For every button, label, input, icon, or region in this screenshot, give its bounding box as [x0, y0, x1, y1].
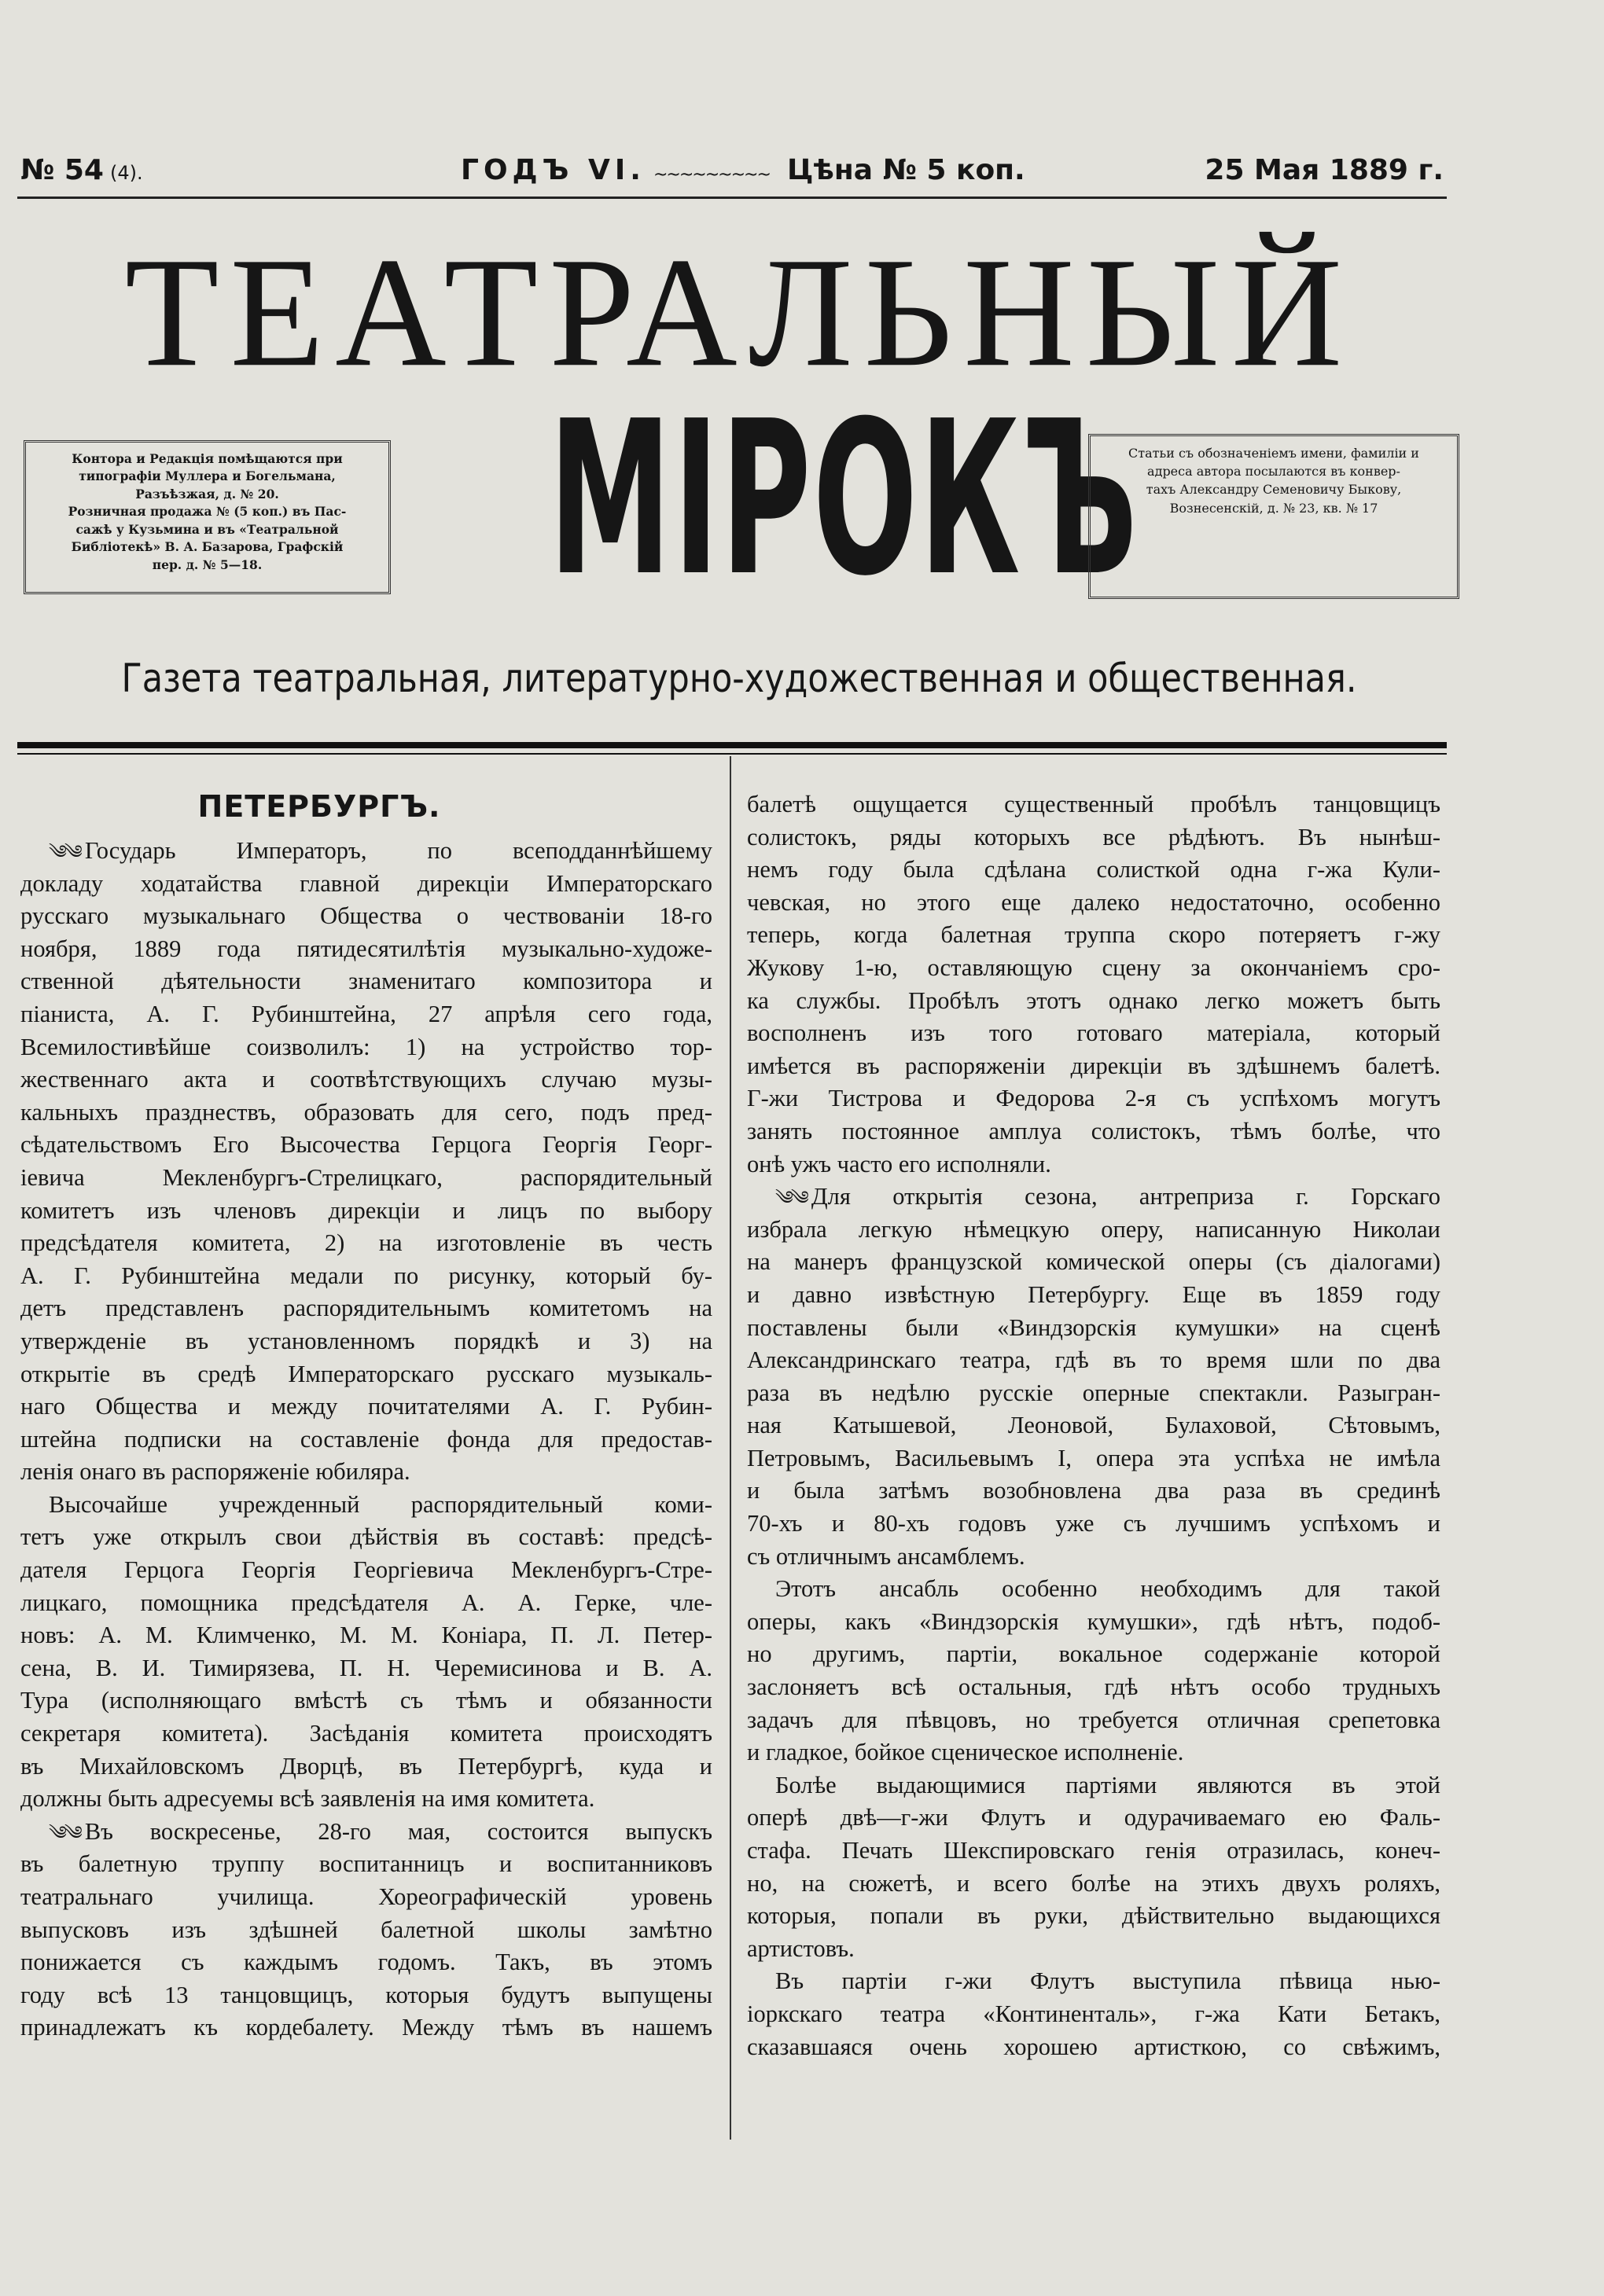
info-line: адреса автора посылаются въ конвер-: [1147, 464, 1400, 479]
text-line: [20, 1946, 712, 1979]
text-line-content: сена, В. И. Тимирязева, П. Н. Черемисинова и В. А.: [20, 1654, 712, 1681]
text-line: [747, 1181, 1440, 1214]
text-line-content: имѣется въ распоряженіи дирекціи въ здѣшнемъ балетѣ.: [747, 1052, 1440, 1079]
text-line: [20, 1684, 712, 1717]
text-line: [20, 1390, 712, 1424]
text-line-content: съ отличнымъ ансамблемъ.: [747, 1542, 1025, 1570]
text-line-content: въ Михайловскомъ Дворцѣ, въ Петербургѣ, куда и: [20, 1752, 712, 1780]
info-line: Контора и Редакція помѣщаются при: [72, 451, 343, 466]
text-line-content: іоркскаго театра «Континенталь», г-жа Кати Бетакъ,: [747, 2000, 1440, 2027]
text-line-content: Для открытія сезона, антреприза г. Горскаго: [811, 1183, 1440, 1210]
text-line-content: театральнаго училища. Хореографическій уровень: [20, 1883, 712, 1910]
section-heading: ПЕТЕРБУРГЪ.: [197, 789, 441, 824]
text-line-content: ленія онаго въ распоряженіе юбиляра.: [20, 1458, 410, 1486]
text-line: [747, 1573, 1440, 1606]
info-line: Разъѣзжая, д. № 20.: [135, 486, 279, 501]
text-line-content: теперь, когда балетная труппа скоро потеряетъ г-жу: [747, 921, 1440, 949]
paragraph-ornament-icon: ༄༄: [775, 1188, 807, 1210]
text-line-content: Государь Императоръ, по всеподданнѣйшему: [84, 837, 712, 864]
text-line-content: лицкаго, помощника предсѣдателя А. А. Герке, чле-: [20, 1589, 712, 1616]
text-line-content: поставлены были «Виндзорскія кумушки» на сценѣ: [747, 1313, 1440, 1341]
text-line: [20, 1750, 712, 1784]
text-line-content: кальныхъ празднествъ, образовать для сего, подъ пред-: [20, 1098, 712, 1126]
text-line-content: докладу ходатайства главной дирекціи Императорскаго: [20, 869, 712, 897]
text-line-content: артистовъ.: [747, 1934, 855, 1962]
text-line-content: сказавшаяся очень хорошею артисткою, со свѣжимъ,: [747, 2033, 1440, 2060]
text-line: [20, 1260, 712, 1293]
office-info-box: [24, 440, 391, 594]
text-line-content: и гладкое, бойкое сценическое исполненіе.: [747, 1739, 1184, 1766]
column-left-text: [20, 835, 712, 2044]
text-line-content: восполненъ изъ того готоваго матеріала, который: [747, 1019, 1440, 1047]
text-line: [747, 1377, 1440, 1410]
text-line: [747, 1312, 1440, 1345]
text-line: [747, 1965, 1440, 1998]
text-line-content: ка службы. Пробѣлъ этотъ однако легко можетъ быть: [747, 986, 1440, 1014]
text-line-content: Высочайше учрежденный распорядительный коми-: [49, 1490, 712, 1518]
text-line-content: году всѣ 13 танцовщицъ, которыя будутъ выпущены: [20, 1981, 712, 2008]
text-line: [20, 1816, 712, 1849]
text-line: [20, 1717, 712, 1750]
text-line: [20, 1358, 712, 1391]
info-line: пер. д. № 5—18.: [152, 557, 263, 572]
text-line-content: которыя, попали въ руки, дѣйствительно выдающихся: [747, 1902, 1440, 1930]
text-line-content: іевича Мекленбургъ-Стрелицкаго, распорядительный: [20, 1163, 712, 1191]
text-line: [747, 1671, 1440, 1704]
year-label: ГОДЪ VI.: [461, 154, 646, 186]
text-line: [20, 1521, 712, 1554]
text-line-content: но другимъ, партіи, вокальное содержаніе которой: [747, 1640, 1440, 1668]
info-line: сажѣ у Кузьмина и въ «Театральной: [75, 521, 339, 537]
text-line-content: Въ воскресенье, 28-го мая, состоится выпускъ: [84, 1817, 712, 1845]
masthead-title: ТЕАТРАЛЬНЫЙ: [124, 225, 1354, 400]
text-line: [747, 1802, 1440, 1835]
text-line: [747, 2031, 1440, 2064]
text-line: [747, 985, 1440, 1018]
text-line-content: оперѣ двѣ—г-жи Флутъ и одурачиваемаго ею Фаль-: [747, 1804, 1440, 1831]
text-line-content: русскаго музыкальнаго Общества о чествованіи 18-го: [20, 902, 712, 930]
text-line-content: Тура (исполняющаго вмѣстѣ съ тѣмъ и обязанности: [20, 1687, 712, 1714]
text-line-content: сѣдательствомъ Его Высочества Герцога Георгія Георг-: [20, 1131, 712, 1159]
submission-info-box: [1088, 434, 1459, 599]
text-line: [747, 952, 1440, 985]
text-line: [747, 1868, 1440, 1901]
text-line-content: оперы, какъ «Виндзорскія кумушки», гдѣ нѣтъ, подоб-: [747, 1607, 1440, 1635]
info-line: тахъ Александру Семеновичу Быкову,: [1146, 482, 1402, 498]
text-line-content: А. Г. Рубинштейна медали по рисунку, который бу-: [20, 1262, 712, 1289]
text-line: [747, 1998, 1440, 2031]
text-line: [747, 1148, 1440, 1181]
text-line-content: балетѣ ощущается существенный пробѣлъ танцовщицъ: [747, 791, 1440, 817]
text-line: [747, 1541, 1440, 1574]
issue-date: 25 Мая 1889 г.: [1205, 154, 1444, 186]
text-line: [747, 854, 1440, 887]
text-line: [747, 1409, 1440, 1442]
text-line-content: и была затѣмъ возобновлена два раза въ срединѣ: [747, 1477, 1440, 1504]
text-line: [747, 1933, 1440, 1966]
text-line: [747, 1835, 1440, 1868]
text-line: [747, 1050, 1440, 1083]
text-line-content: Петровымъ, Васильевымъ I, опера эта успѣха не имѣла: [747, 1444, 1440, 1471]
text-line-content: предсѣдателя комитета, 2) на изготовленіе въ честь: [20, 1229, 712, 1257]
text-line-content: открытіе въ средѣ Императорскаго русскаго музыкаль-: [20, 1360, 712, 1387]
text-line: [747, 1082, 1440, 1115]
text-line-content: секретаря комитета). Засѣданія комитета происходятъ: [20, 1720, 712, 1747]
text-line-content: Въ партіи г-жи Флутъ выступила пѣвица нью-: [775, 1967, 1440, 1995]
text-line-content: принадлежатъ къ кордебалету. Между тѣмъ въ нашемъ: [20, 2014, 712, 2041]
text-line-content: Этотъ ансабль особенно необходимъ для такой: [775, 1575, 1440, 1603]
text-line: [20, 1424, 712, 1457]
text-line: [20, 1652, 712, 1685]
text-line: [20, 1129, 712, 1162]
text-line: [747, 1214, 1440, 1247]
text-line: [747, 788, 1440, 821]
text-line: [747, 1638, 1440, 1671]
text-line: [747, 1769, 1440, 1802]
text-line: [20, 868, 712, 901]
text-line: [20, 1195, 712, 1228]
text-line: [20, 1914, 712, 1947]
text-line-content: немъ году была сдѣлана солисткой одна г-жа Кули-: [747, 856, 1440, 884]
text-line: [747, 1344, 1440, 1377]
text-line: [747, 1115, 1440, 1148]
text-line-content: занять постоянное амплуа солистокъ, тѣмъ болѣе, что: [747, 1117, 1440, 1144]
text-line-content: наго Общества и между почитателями А. Г. Рубин-: [20, 1393, 712, 1420]
text-line-content: Г-жи Тистрова и Федорова 2-я съ успѣхомъ могутъ: [747, 1085, 1440, 1112]
text-line: [747, 1900, 1440, 1933]
text-line-content: солистокъ, ряды которыхъ все рѣдѣютъ. Въ нынѣш-: [747, 823, 1440, 850]
text-line-content: на манеръ французской комической оперы (съ діалогами): [747, 1248, 1440, 1276]
column-right-text: [747, 788, 1440, 2063]
top-rule: [17, 197, 1447, 199]
text-line: [747, 1279, 1440, 1312]
text-line: [20, 1162, 712, 1195]
text-line-content: новъ: А. М. Климченко, М. М. Коніара, П. Л. Петер-: [20, 1622, 712, 1649]
text-line-content: Всемилостивѣйше соизволилъ: 1) на устройство тор-: [20, 1033, 712, 1060]
text-line: [20, 1554, 712, 1587]
text-line: [747, 1246, 1440, 1279]
text-line: [20, 998, 712, 1031]
text-line: [747, 821, 1440, 854]
text-line-content: ноября, 1889 года пятидесятилѣтія музыкально-художе-: [20, 935, 712, 962]
text-line: [20, 2011, 712, 2044]
column-left: [20, 788, 712, 2044]
text-line-content: должны быть адресуемы всѣ заявленія на имя комитета.: [20, 1785, 595, 1813]
text-line: [20, 1881, 712, 1914]
info-line: типографіи Муллера и Богельмана,: [79, 468, 336, 484]
text-line-content: дателя Герцога Георгія Георгіевича Мекленбургъ-Стре-: [20, 1556, 712, 1584]
masthead-rule-thick: [17, 742, 1447, 748]
text-line: [747, 919, 1440, 952]
text-line-content: Болѣе выдающимися партіями являются въ этой: [775, 1771, 1440, 1798]
text-line-content: детъ представленъ распорядительнымъ комитетомъ на: [20, 1295, 712, 1322]
text-line-content: 70-хъ и 80-хъ годовъ уже съ лучшимъ успѣхомъ и: [747, 1510, 1440, 1537]
text-line-content: жественнаго акта и соотвѣтствующихъ случаю музы-: [20, 1066, 712, 1093]
text-line-content: понижается съ каждымъ годомъ. Такъ, въ этомъ: [20, 1949, 712, 1976]
text-line: [20, 1292, 712, 1325]
info-line: Розничная продажа № (5 коп.) въ Пас-: [68, 504, 347, 520]
masthead-subtitle: Газета театральная, литературно-художественная и общественная.: [121, 656, 1357, 701]
text-line: [20, 1979, 712, 2012]
text-line-content: задачъ для пѣвцовъ, но требуется отличная срепетовка: [747, 1706, 1440, 1733]
text-line: [747, 1442, 1440, 1475]
dateline: [20, 154, 1444, 193]
info-line: Библіотекѣ» В. А. Базарова, Графскій: [71, 539, 344, 555]
text-line-content: штейна подписки на составленіе фонда для предостав-: [20, 1425, 712, 1453]
text-line: [747, 1606, 1440, 1639]
price-label: Цѣна № 5 коп.: [787, 154, 1025, 186]
text-line-content: Жукову 1-ю, оставляющую сцену за окончаніемъ сро-: [747, 953, 1440, 981]
text-line-content: стафа. Печать Шекспировскаго генія отразилась, конеч-: [747, 1837, 1440, 1864]
text-line: [747, 1475, 1440, 1508]
issue-number: № 54 (4).: [20, 154, 143, 186]
text-line-content: заслоняетъ всѣ остальныя, гдѣ нѣтъ особо трудныхъ: [747, 1673, 1440, 1701]
text-line: [20, 835, 712, 868]
text-line-content: ная Катышевой, Леоновой, Булаховой, Сѣтовымъ,: [747, 1412, 1440, 1439]
text-line: [747, 1736, 1440, 1769]
decorative-dash: ~~~~~~~~~: [653, 165, 770, 185]
text-line-content: онѣ ужъ часто его исполняли.: [747, 1150, 1051, 1177]
column-divider: [730, 756, 731, 2140]
text-line: [20, 1097, 712, 1130]
text-line: [20, 1227, 712, 1260]
text-line: [20, 1064, 712, 1097]
text-line-content: въ балетную труппу воспитанницъ и воспитанниковъ: [20, 1850, 712, 1878]
paragraph-ornament-icon: ༄༄: [49, 843, 80, 863]
column-right: [747, 788, 1440, 2063]
text-line-content: комитетъ изъ членовъ дирекціи и лицъ по выбору: [20, 1196, 712, 1224]
text-line: [20, 1489, 712, 1522]
text-line: [747, 1017, 1440, 1050]
text-line: [20, 965, 712, 998]
info-line: Вознесенскій, д. № 23, кв. № 17: [1169, 500, 1378, 516]
masthead-rule-thin: [17, 753, 1447, 755]
text-line: [20, 1456, 712, 1489]
text-line-content: Александринскаго театра, гдѣ въ то время шли по два: [747, 1346, 1440, 1374]
text-line: [20, 1619, 712, 1652]
text-line-content: утвержденіе въ установленномъ порядкѣ и 3) на: [20, 1327, 712, 1354]
text-line-content: раза въ недѣлю русскіе оперные спектакли. Разыгран-: [747, 1379, 1440, 1406]
text-line: [20, 1325, 712, 1358]
text-line: [20, 1783, 712, 1816]
text-line-content: и давно извѣстную Петербургу. Еще въ 1859 году: [747, 1280, 1440, 1308]
info-line: Статьи съ обозначеніемъ имени, фамиліи и: [1128, 446, 1419, 461]
paragraph-ornament-icon: ༄༄: [49, 1823, 80, 1844]
text-line: [747, 1704, 1440, 1737]
text-line-content: но, на сюжетѣ, и всего болѣе на этихъ двухъ роляхъ,: [747, 1869, 1440, 1897]
text-line-content: избрала легкую нѣмецкую оперу, написанную Николаи: [747, 1215, 1440, 1243]
text-line: [747, 1508, 1440, 1541]
text-line: [20, 1587, 712, 1620]
text-line: [20, 1848, 712, 1881]
text-line-content: чевская, но этого еще далеко недостаточно, особенно: [747, 888, 1440, 916]
text-line: [20, 1031, 712, 1064]
text-line-content: піаниста, А. Г. Рубинштейна, 27 апрѣля сего года,: [20, 1000, 712, 1027]
text-line: [20, 933, 712, 966]
text-line-content: ственной дѣятельности знаменитаго композитора и: [20, 968, 712, 995]
text-line-content: тетъ уже открылъ свои дѣйствія въ составѣ: предсѣ-: [20, 1523, 712, 1551]
text-line: [20, 900, 712, 933]
text-line-content: выпусковъ изъ здѣшней балетной школы замѣтно: [20, 1916, 712, 1943]
text-line: [747, 887, 1440, 920]
masthead-logo-word: МІРОКЪ: [549, 375, 1140, 623]
